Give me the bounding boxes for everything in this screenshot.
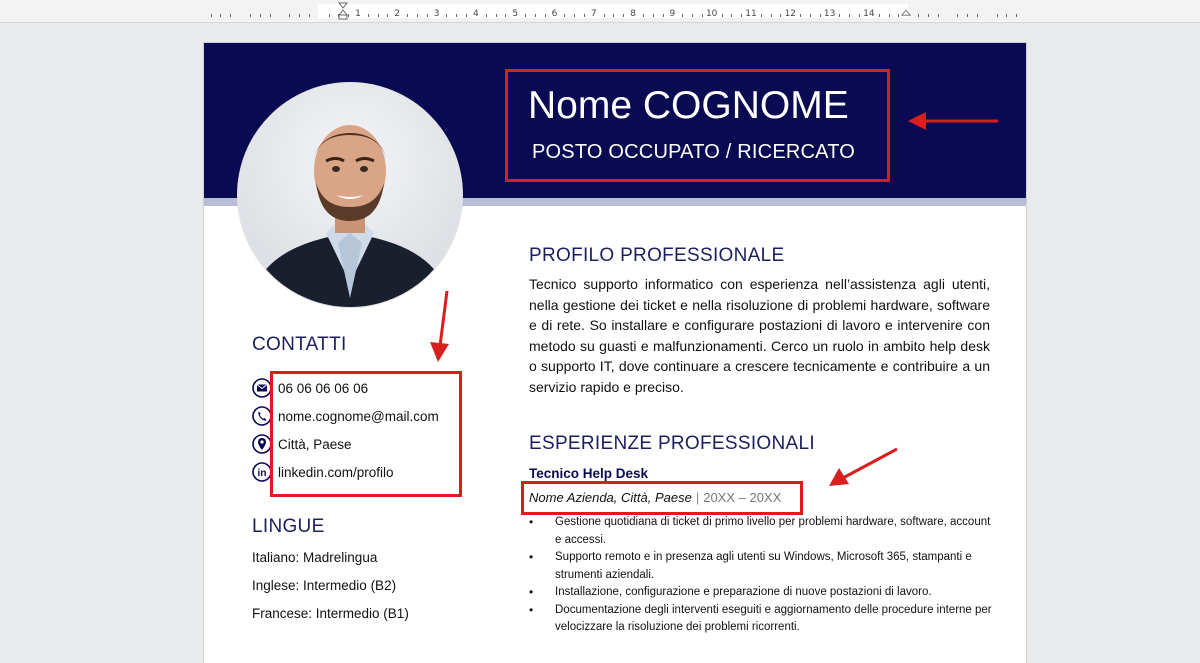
list-item: • Installazione, configurazione e preparazione di nuove postazioni di lavoro. <box>529 584 999 602</box>
language-item: Italiano: Madrelingua <box>252 550 378 565</box>
ruler-number: 5 <box>512 9 519 19</box>
ruler-tick <box>722 14 723 17</box>
profile-summary: Tecnico supporto informatico con esperienza nell’assistenza agli utenti, nella gestione dei ticket e nella risoluzione di problemi hardware, software e di rete. So installare e configurare postazioni di lavoro e intervenire con metodo su guasti e malfunzionamenti. Cerco un ruolo in ambito help desk o supporto IT, dove continuare a crescere tecnicamente e contribuire a un servizio rapido e preciso. <box>529 276 990 395</box>
ruler-tick <box>613 14 614 17</box>
annotation-arrow-experience <box>825 444 905 492</box>
annotation-box-experience-meta <box>521 481 803 515</box>
language-item: Inglese: Intermedio (B2) <box>252 578 397 593</box>
ruler-tick <box>417 14 418 17</box>
ruler-tick <box>643 14 644 17</box>
contact-location-text: Città, Paese <box>278 436 352 452</box>
ruler-tick <box>496 14 497 17</box>
ruler-number: 9 <box>669 9 676 19</box>
ruler-tick <box>260 14 261 17</box>
ruler-tick <box>898 14 899 17</box>
ruler-number: 11 <box>745 9 757 19</box>
ruler-tick <box>849 14 850 17</box>
phone-icon <box>252 378 272 398</box>
ruler-tick <box>889 14 890 17</box>
ruler-number: 1 <box>355 9 361 19</box>
ruler-tick <box>604 14 605 17</box>
ruler-tick <box>211 14 212 17</box>
ruler-tick <box>967 14 968 17</box>
ruler-tick <box>309 14 310 17</box>
ruler-tick <box>407 14 408 17</box>
ruler-tick <box>466 14 467 17</box>
job-title: POSTO OCCUPATO / RICERCATO <box>532 141 856 163</box>
ruler-tick <box>348 14 349 17</box>
experience-dates: 20XX – 20XX <box>703 490 782 505</box>
annotation-box-contacts <box>270 371 462 497</box>
ruler-tick <box>456 14 457 17</box>
ruler-tick <box>1006 14 1007 17</box>
ruler-tick <box>663 14 664 17</box>
email-icon <box>252 406 272 426</box>
ruler-tick <box>289 14 290 17</box>
experience-separator: | <box>695 490 700 505</box>
experience-bullets <box>529 514 999 637</box>
ruler-tick <box>997 14 998 17</box>
language-item: Francese: Intermedio (B1) <box>252 606 409 621</box>
linkedin-icon <box>252 462 272 482</box>
ruler-tick <box>623 14 624 17</box>
ruler-number: 14 <box>863 9 875 19</box>
contacts-heading: CONTATTI <box>252 334 347 355</box>
experience-company: Nome Azienda, Città, Paese <box>529 490 692 505</box>
ruler-tick <box>387 14 388 17</box>
right-indent-marker[interactable] <box>901 2 911 20</box>
ruler-tick <box>859 14 860 17</box>
ruler-tick <box>299 14 300 17</box>
ruler-tick <box>653 14 654 17</box>
ruler-tick <box>839 14 840 17</box>
ruler-tick <box>545 14 546 17</box>
ruler-tick <box>535 14 536 17</box>
ruler-tick <box>977 14 978 17</box>
ruler-tick <box>771 14 772 17</box>
ruler-tick <box>230 14 231 17</box>
experience-heading: ESPERIENZE PROFESSIONALI <box>529 433 815 454</box>
location-icon <box>252 434 272 454</box>
ruler-number: 6 <box>551 9 558 19</box>
list-item: • Gestione quotidiana di ticket di primo livello per problemi hardware, software, account e accessi. <box>529 514 999 549</box>
ruler-number: 2 <box>394 9 401 19</box>
horizontal-ruler[interactable] <box>0 0 1200 23</box>
ruler-tick <box>761 14 762 17</box>
ruler-tick <box>329 14 330 17</box>
ruler-tick <box>378 14 379 17</box>
svg-text:in: in <box>257 468 267 479</box>
profile-photo <box>238 83 462 307</box>
ruler-number: 3 <box>433 9 440 19</box>
ruler-tick <box>505 14 506 17</box>
ruler-tick <box>810 14 811 17</box>
ruler-tick <box>486 14 487 17</box>
ruler-tick <box>574 14 575 17</box>
ruler-tick <box>564 14 565 17</box>
ruler-tick <box>800 14 801 17</box>
ruler-tick <box>820 14 821 17</box>
experience-role: Tecnico Help Desk <box>529 466 649 481</box>
ruler-tick <box>525 14 526 17</box>
ruler-tick <box>918 14 919 17</box>
candidate-name: Nome COGNOME <box>528 84 849 127</box>
ruler-number: 10 <box>705 9 718 19</box>
ruler-number: 7 <box>590 9 597 19</box>
ruler-tick <box>250 14 251 17</box>
list-item: • Supporto remoto e in presenza agli utenti su Windows, Microsoft 365, stampanti e strumenti aziendali. <box>529 549 999 584</box>
ruler-tick <box>879 14 880 17</box>
ruler-tick <box>692 14 693 17</box>
ruler-number: 8 <box>630 9 636 19</box>
annotation-box-header <box>505 69 890 182</box>
ruler-tick <box>731 14 732 17</box>
profile-heading: PROFILO PROFESSIONALE <box>529 245 785 266</box>
ruler-tick <box>584 14 585 17</box>
ruler-tick <box>427 14 428 17</box>
contact-email-text: nome.cognome@mail.com <box>278 408 439 424</box>
ruler-tick <box>938 14 939 17</box>
ruler-tick <box>741 14 742 17</box>
contact-linkedin-text: linkedin.com/profilo <box>278 464 394 480</box>
ruler-tick <box>780 14 781 17</box>
ruler-tick <box>270 14 271 17</box>
ruler-number: 12 <box>784 9 797 19</box>
ruler-tick <box>368 14 369 17</box>
annotation-arrow-header <box>900 105 1005 135</box>
ruler-tick <box>1016 14 1017 17</box>
annotation-arrow-contacts <box>425 288 455 366</box>
languages-heading: LINGUE <box>252 516 325 537</box>
ruler-tick <box>682 14 683 17</box>
contact-phone-text: 06 06 06 06 06 <box>278 380 369 396</box>
ruler-tick <box>220 14 221 17</box>
left-indent-marker[interactable] <box>338 2 348 20</box>
ruler-number: 4 <box>473 9 479 19</box>
ruler-tick <box>957 14 958 17</box>
ruler-tick <box>702 14 703 17</box>
ruler-track <box>200 4 1020 18</box>
ruler-tick <box>446 14 447 17</box>
list-item: • Documentazione degli interventi eseguiti e aggiornamento delle procedure interne per velocizzare la risoluzione dei problemi ricorrenti. <box>529 602 999 637</box>
ruler-tick <box>928 14 929 17</box>
ruler-number: 13 <box>823 9 836 19</box>
